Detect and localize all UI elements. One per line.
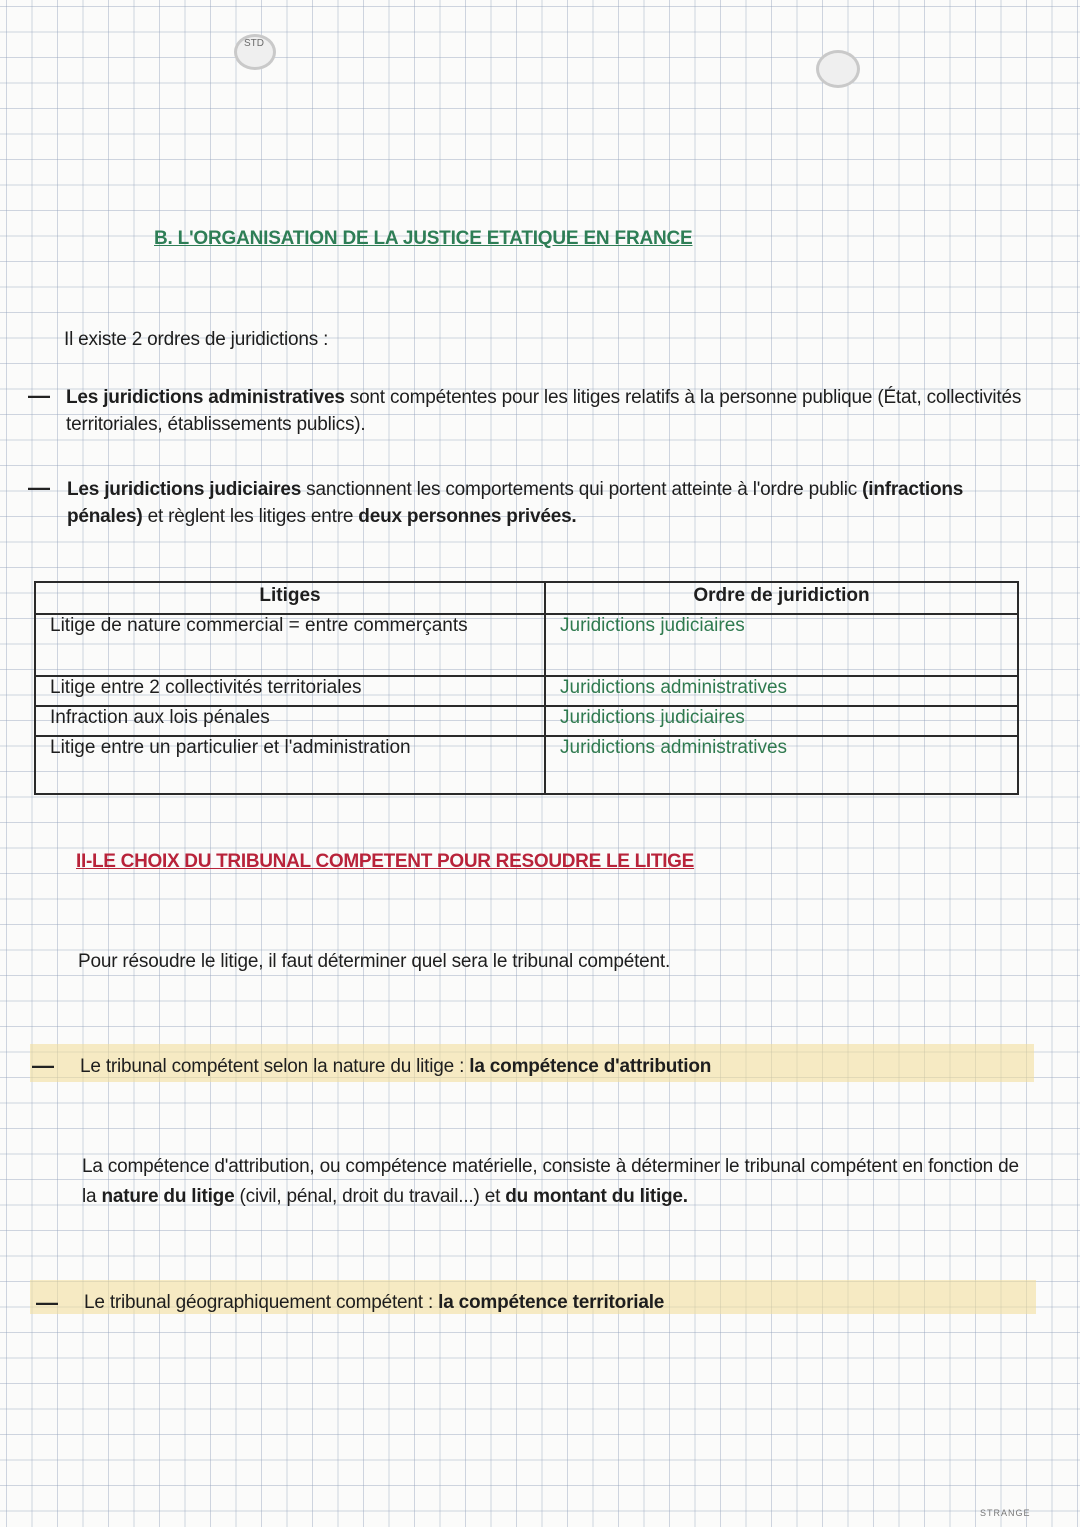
point-territoriale [84, 1289, 664, 1316]
attribution-desc-text2: (civil, pénal, droit du travail...) et [234, 1186, 506, 1207]
table-row [35, 676, 1018, 706]
footer-stamp: STRANGE [980, 1508, 1031, 1518]
bullet-dash: — [32, 1053, 54, 1078]
item-administratives [66, 384, 1036, 438]
attribution-description [82, 1152, 1032, 1212]
item-judiciaires-bold1: Les juridictions judiciaires [67, 479, 302, 500]
point-attribution [80, 1053, 711, 1080]
item-judiciaires-bold3: deux personnes privées. [358, 506, 577, 527]
item-judiciaires-text2: et règlent les litiges entre [142, 506, 359, 527]
attribution-desc-text1: La compétence d'attribution, ou compétence matérielle, consiste à déterminer le tribunal compétent en fonction de la [82, 1156, 1019, 1207]
table-cell-ordre: Juridictions administratives [545, 676, 1018, 706]
litiges-table [34, 581, 1019, 795]
point-attribution-text: Le tribunal compétent selon la nature du litige : [80, 1056, 470, 1077]
table-cell-litige: Infraction aux lois pénales [35, 706, 545, 736]
item-judiciaires [67, 476, 1027, 530]
punch-hole-label: STD [244, 38, 264, 49]
table-header-litiges: Litiges [35, 582, 545, 614]
table-row [35, 614, 1018, 676]
bullet-dash: — [28, 383, 50, 408]
table-cell-litige: Litige de nature commercial = entre commerçants [35, 614, 545, 676]
item-judiciaires-text1: sanctionnent les comportements qui portent atteinte à l'ordre public [301, 479, 863, 500]
item-judiciaires-bold2: (infractions pénales) [67, 479, 964, 527]
attribution-desc-bold2: du montant [505, 1186, 607, 1207]
table-cell-ordre: Juridictions judiciaires [545, 706, 1018, 736]
item-administratives-text: sont compétentes pour les litiges relatifs à la personne publique (État, collectivités territoriales, établissements publics). [66, 387, 1022, 435]
table-row [35, 706, 1018, 736]
section-ii-intro: Pour résoudre le litige, il faut déterminer quel sera le tribunal compétent. [78, 951, 671, 972]
punch-hole-right [816, 50, 860, 88]
point-attribution-bold: la compétence d'attribution [469, 1056, 712, 1077]
point-territoriale-text: Le tribunal géographiquement compétent : [84, 1292, 439, 1313]
table-cell-litige: Litige entre un particulier et l'administration [35, 736, 545, 794]
point-territoriale-bold: la compétence territoriale [438, 1292, 665, 1313]
attribution-desc-bold3: du litige. [611, 1186, 688, 1207]
item-administratives-bold: Les juridictions administratives [66, 387, 345, 408]
bullet-dash: — [36, 1290, 58, 1315]
table-header-ordre: Ordre de juridiction [545, 582, 1018, 614]
table-row [35, 736, 1018, 794]
section-ii-title: II-LE CHOIX DU TRIBUNAL COMPETENT POUR RESOUDRE LE LITIGE [76, 851, 695, 872]
table-cell-litige: Litige entre 2 collectivités territoriales [35, 676, 545, 706]
bullet-dash: — [28, 475, 50, 500]
table-cell-ordre: Juridictions administratives [545, 736, 1018, 794]
section-b-intro: Il existe 2 ordres de juridictions : [64, 329, 329, 350]
section-b-title: B. L'ORGANISATION DE LA JUSTICE ETATIQUE EN FRANCE [154, 228, 693, 249]
attribution-desc-bold1: nature du litige [101, 1186, 235, 1207]
table-cell-ordre: Juridictions judiciaires [545, 614, 1018, 676]
